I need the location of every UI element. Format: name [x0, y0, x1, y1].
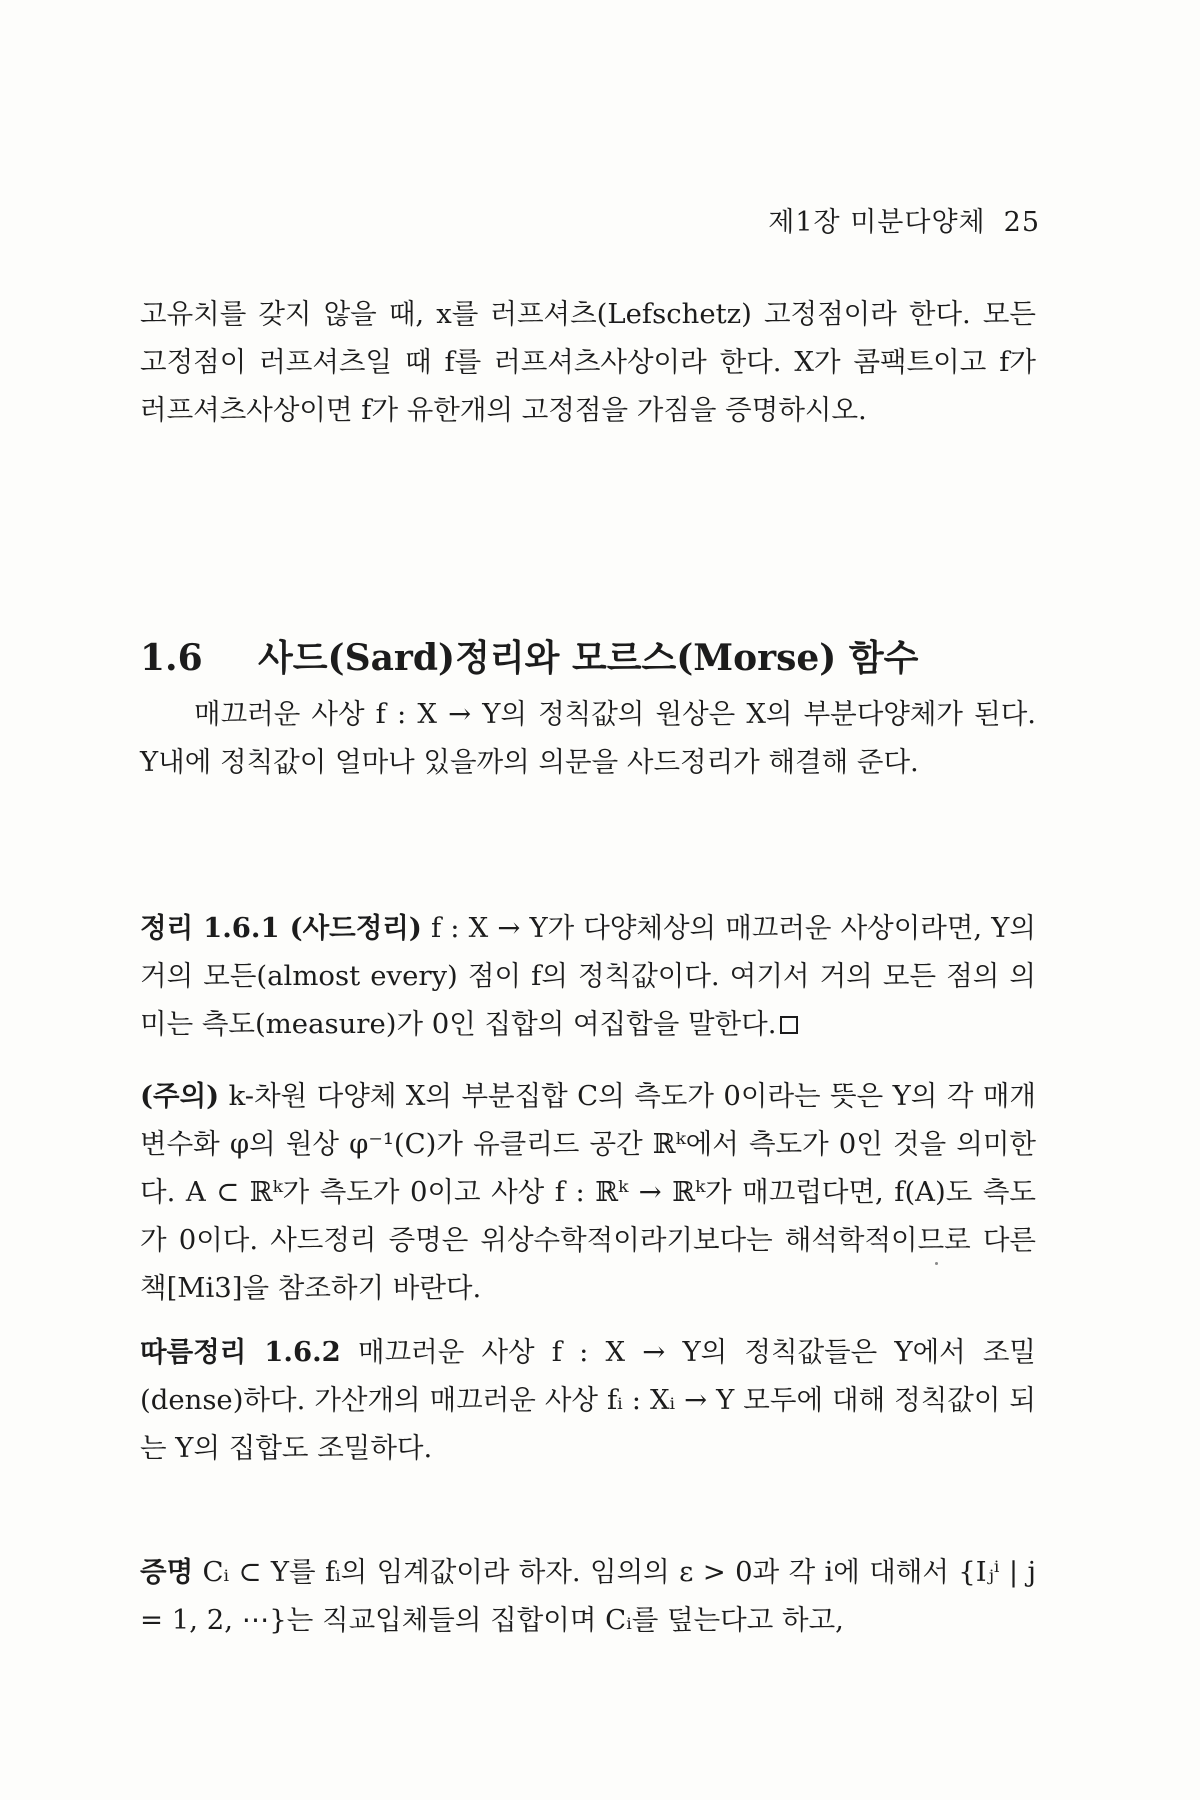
chapter-title: 제1장 미분다양체	[768, 207, 986, 238]
corollary-text: 매끄러운 사상 f : X → Y의 정칙값들은 Y에서 조밀(dense)하다. 가산개의 매끄러운 사상 fᵢ : Xᵢ → Y 모두에 대해 정칙값이 되는 Y의 집합도 조밀하다.	[140, 1335, 1036, 1464]
print-speck	[935, 1262, 938, 1265]
corollary-label: 따름정리 1.6.2	[140, 1335, 341, 1368]
proof-paragraph	[140, 1548, 1036, 1644]
proof-label: 증명	[140, 1555, 194, 1588]
proof-text: Cᵢ ⊂ Y를 fᵢ의 임계값이라 하자. 임의의 ε > 0과 각 i에 대해서 {Iⱼⁱ | j = 1, 2, ⋯}는 직교입체들의 집합이며 Cᵢ를 덮는다고 하고,	[140, 1555, 1036, 1636]
corollary-1-6-2	[140, 1328, 1036, 1472]
intro-paragraph: 매끄러운 사상 f : X → Y의 정칙값의 원상은 X의 부분다양체가 된다. Y내에 정칙값이 얼마나 있을까의 의문을 사드정리가 해결해 준다.	[140, 697, 1036, 778]
theorem-text: f : X → Y가 다양체상의 매끄러운 사상이라면, Y의 거의 모든(almost every) 점이 f의 정칙값이다. 여기서 거의 모든 점의 의미는 측도(measure)가 0인 집합의 여집합을 말한다.	[140, 911, 1036, 1040]
page-number: 25	[1003, 207, 1040, 238]
section-number: 1.6	[140, 636, 203, 679]
end-of-proof-icon	[780, 1016, 798, 1034]
note-text: k-차원 다양체 X의 부분집합 C의 측도가 0이라는 뜻은 Y의 각 매개변수화 φ의 원상 φ⁻¹(C)가 유클리드 공간 ℝᵏ에서 측도가 0인 것을 의미한다. A ⊂ ℝᵏ가 측도가 0이고 사상 f : ℝᵏ → ℝᵏ가 매끄럽다면, f(A)도 측도가 0이다. 사드정리 증명은 위상수학적이라기보다는 해석학적이므로 다른 책[Mi3]을 참조하기 바란다.	[140, 1079, 1036, 1304]
section-heading	[140, 630, 1040, 681]
section-title: 사드(Sard)정리와 모르스(Morse) 함수	[258, 636, 919, 679]
running-head	[768, 200, 1040, 239]
theorem-1-6-1	[140, 904, 1036, 1048]
note-label: (주의)	[140, 1079, 220, 1112]
note-paragraph	[140, 1072, 1036, 1312]
theorem-label: 정리 1.6.1 (사드정리)	[140, 911, 422, 944]
exercise-tail-paragraph: 고유치를 갖지 않을 때, x를 러프셔츠(Lefschetz) 고정점이라 한다. 모든 고정점이 러프셔츠일 때 f를 러프셔츠사상이라 한다. X가 콤팩트이고 f가 러프셔츠사상이면 f가 유한개의 고정점을 가짐을 증명하시오.	[140, 297, 1036, 426]
